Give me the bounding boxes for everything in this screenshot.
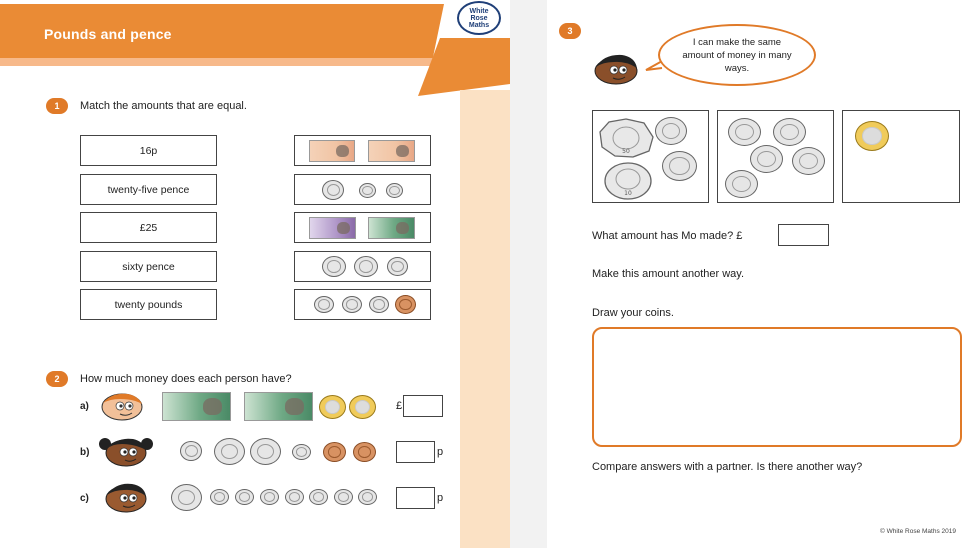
white-rose-maths-logo: [457, 1, 501, 35]
child-b-face-icon: [97, 434, 155, 468]
twenty-pence-coin-icon: [662, 151, 697, 181]
child-a-face-icon: [98, 390, 144, 422]
five-pence-coin-icon: [334, 489, 353, 505]
two-pence-coin-icon: [386, 183, 403, 198]
five-pence-coin-icon: [235, 489, 254, 505]
match-left-sixty-pence[interactable]: sixty pence: [80, 251, 217, 282]
twenty-pence-coin-icon: [750, 145, 783, 173]
ten-pound-note-icon: [368, 140, 415, 162]
child-c-face-icon: [102, 480, 150, 514]
row-a-label: a): [80, 401, 89, 412]
question-3-badge: 3: [559, 23, 581, 39]
ten-pence-coin-icon: [314, 296, 334, 313]
amount-answer-box[interactable]: [778, 224, 829, 246]
match-left-16p[interactable]: 16p: [80, 135, 217, 166]
row-c-label: c): [80, 493, 89, 504]
svg-text:10: 10: [624, 190, 632, 197]
row-b-label: b): [80, 447, 90, 458]
fifty-pence-coin-icon: [250, 438, 281, 465]
logo-word-2: Rose: [470, 14, 488, 22]
match-left-twenty-pounds[interactable]: twenty pounds: [80, 289, 217, 320]
one-pound-coin-icon: [855, 121, 889, 151]
five-pence-coin-icon: [309, 489, 328, 505]
two-pound-coin-icon: [319, 395, 346, 419]
row-a-answer-box[interactable]: [403, 395, 443, 417]
mo-face-icon: [592, 52, 644, 86]
two-pence-coin-icon: [359, 183, 376, 198]
twenty-pound-note-icon: [309, 217, 356, 239]
amount-prompt: What amount has Mo made? £: [592, 230, 743, 242]
row-a-pound-sign: £: [396, 400, 403, 412]
twenty-pence-coin-icon: [387, 257, 408, 276]
twenty-pence-coin-icon: [773, 118, 806, 146]
row-b-answer-box[interactable]: [396, 441, 435, 463]
five-pound-note-icon: [244, 392, 313, 421]
fifty-pence-coin-icon: [171, 484, 202, 511]
header-banner: [0, 0, 510, 100]
question-1-badge: 1: [46, 98, 68, 114]
ten-pound-note-icon: [309, 140, 355, 162]
drawing-area[interactable]: [592, 327, 962, 447]
twenty-pence-coin-icon: [354, 256, 378, 277]
row-c-answer-box[interactable]: [396, 487, 435, 509]
fifty-pence-coin-icon: [214, 438, 245, 465]
twenty-pence-coin-icon: [655, 117, 687, 145]
row-b-pence-unit: p: [437, 446, 444, 458]
twenty-pence-coin-icon: [322, 256, 346, 277]
twenty-pence-coin-icon: [322, 180, 344, 200]
logo-word-1: White: [469, 7, 489, 15]
page-gutter: [510, 0, 547, 548]
two-pence-coin-icon: [369, 296, 389, 313]
two-pence-coin-icon: [323, 442, 346, 462]
question-2-badge: 2: [46, 371, 68, 387]
svg-text:50: 50: [622, 148, 630, 155]
twenty-pence-coin-icon: [725, 170, 758, 198]
two-pound-coin-icon: [349, 395, 376, 419]
five-pound-note-icon: [368, 217, 415, 239]
five-pence-coin-icon: [292, 444, 311, 460]
row-c-pence-unit: p: [437, 492, 444, 504]
twenty-pence-coin-icon: [728, 118, 761, 146]
five-pence-coin-icon: [210, 489, 229, 505]
question-2-prompt: How much money does each person have?: [80, 373, 292, 385]
fifty-pence-coin-icon: [597, 117, 655, 159]
twenty-pence-coin-icon: [792, 147, 825, 175]
five-pound-note-icon: [162, 392, 231, 421]
two-pence-coin-icon: [353, 442, 376, 462]
five-pence-coin-icon: [285, 489, 304, 505]
logo-word-3: Maths: [468, 21, 490, 29]
five-pence-coin-icon: [358, 489, 377, 505]
match-left-twenty-five-pence[interactable]: twenty-five pence: [80, 174, 217, 205]
question-1-prompt: Match the amounts that are equal.: [80, 100, 247, 112]
ten-pence-coin-icon: [603, 161, 653, 201]
side-strip: [460, 90, 510, 548]
copyright: © White Rose Maths 2019: [880, 528, 956, 535]
another-way-prompt: Make this amount another way.: [592, 268, 745, 280]
five-pence-coin-icon: [342, 296, 362, 313]
speech-bubble: I can make the same amount of money in many ways.: [658, 24, 816, 86]
draw-prompt: Draw your coins.: [592, 307, 674, 319]
page-title: Pounds and pence: [44, 26, 172, 42]
match-left-25-pounds[interactable]: £25: [80, 212, 217, 243]
compare-prompt: Compare answers with a partner. Is there another way?: [592, 461, 863, 473]
five-pence-coin-icon: [260, 489, 279, 505]
one-pence-coin-icon: [395, 295, 416, 314]
twenty-pence-coin-icon: [180, 441, 202, 461]
